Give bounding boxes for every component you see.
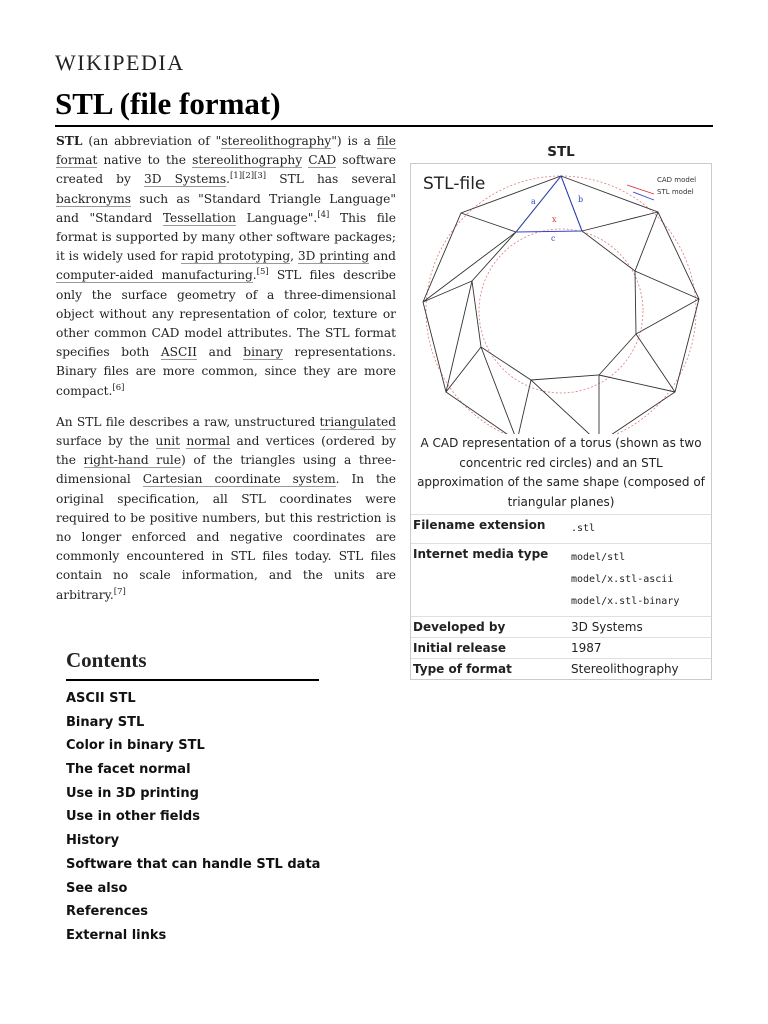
text: . [226, 172, 230, 187]
contents-item-references[interactable]: References [66, 904, 149, 920]
contents-item-use-in-other-fields[interactable]: Use in other fields [66, 809, 200, 825]
article-body [56, 132, 396, 617]
contents-list [66, 687, 319, 948]
infobox-title: STL [547, 144, 575, 160]
cad-legend-arrow [627, 185, 654, 194]
reference-6[interactable]: [6] [112, 382, 125, 393]
text: and vertices (ordered by the [56, 434, 397, 468]
legend-cad-model: CAD model [657, 176, 697, 184]
text: and [196, 345, 244, 360]
wikipedia-logo[interactable]: WIKIPEDIA [55, 50, 185, 75]
text: (an abbreviation of " [82, 134, 222, 148]
contents-item-use-in-3d-printing[interactable]: Use in 3D printing [66, 785, 199, 801]
description-paragraph [56, 413, 396, 605]
row-key: Type of format [413, 662, 512, 676]
infobox-frame [410, 163, 712, 680]
link-computer-aided-manufacturing[interactable]: computer-aided manufacturing [56, 268, 253, 283]
contents-item-color-in-binary-stl[interactable]: Color in binary STL [66, 738, 205, 754]
media-type-value: model/x.stl-binary [571, 596, 680, 607]
page-title: STL (file format) [55, 86, 281, 121]
row-value [571, 544, 711, 616]
intro-paragraph [56, 132, 396, 401]
text: , [290, 249, 298, 264]
link-cad[interactable]: CAD [308, 153, 337, 168]
contents-item-binary-stl[interactable]: Binary STL [66, 714, 145, 730]
contents-item-software[interactable]: Software that can handle STL data [66, 856, 321, 872]
text: ) of the triangles using a three-dimensional [56, 453, 396, 487]
text: . [252, 268, 257, 283]
reference-5[interactable]: [5] [256, 267, 269, 278]
contents-item-history[interactable]: History [66, 833, 120, 849]
reference-4[interactable]: [4] [317, 209, 330, 220]
row-key: Internet media type [413, 547, 549, 561]
inner-polygon [472, 176, 636, 380]
link-binary[interactable]: binary [243, 345, 283, 360]
link-3d-systems[interactable]: 3D Systems [144, 172, 227, 187]
contents-item-see-also[interactable]: See also [66, 880, 128, 896]
infobox-row-developed-by [411, 616, 711, 637]
link-tessellation[interactable]: Tessellation [162, 210, 237, 225]
reference-7[interactable]: [7] [113, 586, 126, 597]
outer-polygon [423, 176, 699, 434]
contents-item-facet-normal[interactable]: The facet normal [66, 762, 191, 778]
text: software created by [56, 153, 397, 187]
text: representations. Binary files are more common, since they are more compact. [56, 345, 396, 398]
text: native to the [97, 153, 193, 168]
row-key: Filename extension [413, 518, 546, 532]
link-file-format[interactable]: file format [56, 134, 396, 168]
inner-circle [479, 229, 643, 393]
text: such as "Standard Triangle Language" and "Standard [56, 191, 396, 225]
text: STL files describe only the surface geometry of a three-dimensional object without any representation of color, texture or other common CAD model attributes. The STL format specifies both [56, 268, 396, 360]
annotation-edges [516, 176, 654, 232]
table-of-contents [66, 648, 319, 948]
contents-heading: Contents [66, 648, 319, 681]
label-b: b [578, 195, 584, 204]
figure-heading: STL-file [423, 174, 486, 194]
bold-term: STL [56, 134, 83, 148]
text: This file format is supported by many other software packages; it is widely used for [56, 210, 396, 264]
text: Language". [236, 210, 318, 225]
row-key: Developed by [413, 620, 506, 634]
contents-item-ascii-stl[interactable]: ASCII STL [66, 691, 136, 706]
row-key: Initial release [413, 641, 507, 655]
infobox [410, 141, 712, 680]
media-type-value: model/stl [571, 552, 626, 563]
reference-1-2-3[interactable]: [1][2][3] [229, 171, 267, 182]
row-value[interactable]: Stereolithography [571, 662, 679, 676]
link-rapid-prototyping[interactable]: rapid prototyping [181, 249, 291, 264]
row-value [571, 515, 711, 543]
legend-stl-model: STL model [657, 188, 694, 196]
infobox-row-initial-release [411, 637, 711, 658]
link-normal[interactable]: normal [186, 434, 231, 449]
media-type-value: model/x.stl-ascii [571, 574, 674, 585]
figure-caption: A CAD representation of a torus (shown as two concentric red circles) and an STL approximation of the same shape (composed of triangular planes) [417, 436, 705, 509]
label-c: c [551, 234, 556, 243]
text: . In the original specification, all STL coordinates were required to be positive numbers, but this restriction is no longer enforced and negative coordinates are commonly encountered in STL files today. STL files contain no scale information, and the units are arbitrary. [56, 472, 396, 602]
text: surface by the [56, 434, 156, 449]
infobox-row-type-of-format [411, 658, 711, 679]
text: An STL file describes a raw, unstructured [56, 414, 320, 429]
link-cartesian-coordinate-system[interactable]: Cartesian coordinate system [142, 472, 336, 487]
text: and [369, 249, 396, 264]
text: STL has several [266, 172, 397, 187]
link-triangulated[interactable]: triangulated [319, 414, 396, 429]
extension-value: .stl [571, 523, 596, 534]
label-x: x [552, 215, 557, 224]
link-ascii[interactable]: ASCII [160, 345, 197, 360]
row-value: 1987 [571, 641, 602, 655]
link-stereolithography-2[interactable]: stereolithography [192, 153, 303, 168]
title-divider [55, 125, 713, 127]
link-3d-printing[interactable]: 3D printing [297, 249, 370, 264]
edge-c [516, 231, 582, 232]
text: ") is a [331, 134, 377, 148]
infobox-row-filename-extension [411, 514, 711, 543]
connecting-edges [423, 176, 699, 434]
infobox-row-media-type [411, 543, 711, 616]
row-value[interactable]: 3D Systems [571, 620, 643, 634]
stl-triangles [423, 176, 699, 434]
link-stereolithography[interactable]: stereolithography [221, 134, 332, 148]
label-a: a [531, 197, 536, 206]
link-unit[interactable]: unit [155, 434, 181, 449]
link-right-hand-rule[interactable]: right-hand rule [83, 453, 182, 468]
contents-item-external-links[interactable]: External links [66, 927, 167, 943]
link-backronyms[interactable]: backronyms [56, 191, 131, 206]
torus-stl-figure[interactable] [411, 164, 711, 434]
